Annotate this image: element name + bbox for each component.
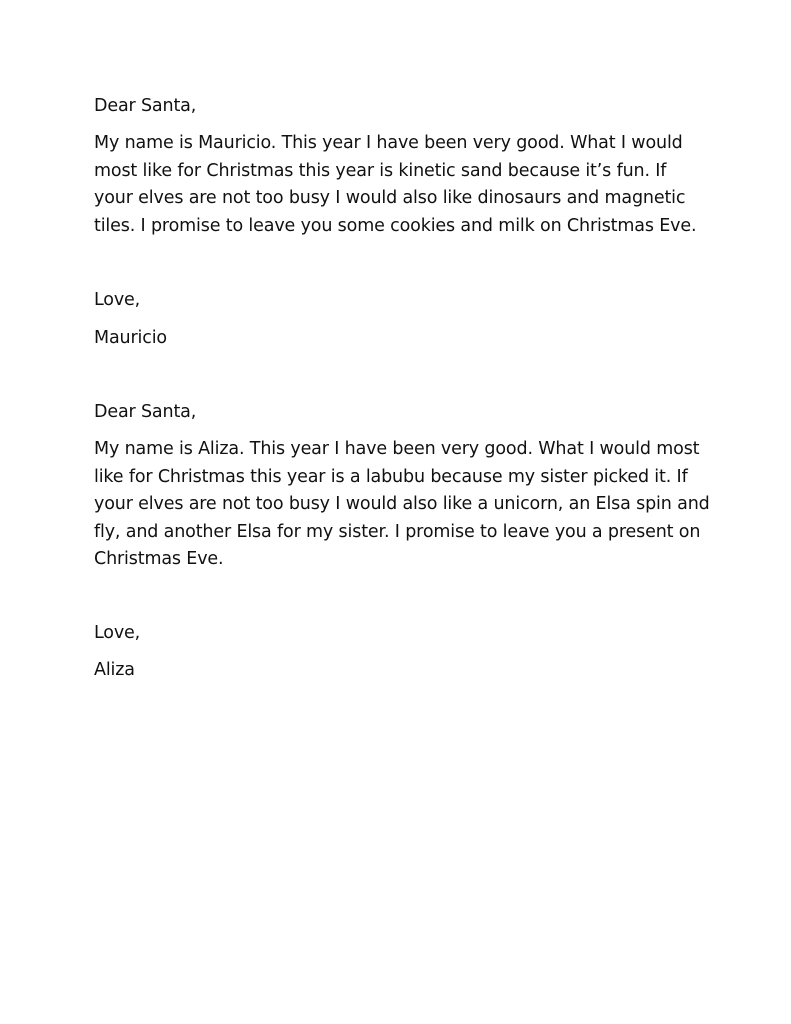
letter-1-body-line: most like for Christmas this year is kinetic sand because it’s fun. If	[94, 160, 667, 181]
letter-1-body-line: tiles. I promise to leave you some cookies and milk on Christmas Eve.	[94, 215, 697, 236]
letter-2-body-line: your elves are not too busy I would also like a unicorn, an Elsa spin and	[94, 494, 710, 514]
letter-2-body	[94, 436, 714, 574]
letter-2-body-line: Christmas Eve.	[94, 549, 224, 569]
letter-2-body-line: My name is Aliza. This year I have been very good. What I would most	[94, 439, 700, 459]
letter-1-closing: Love,	[94, 290, 141, 310]
letter-2-body-line: fly, and another Elsa for my sister. I promise to leave you a present on	[94, 521, 701, 542]
letter-1-body-line: your elves are not too busy I would also like dinosaurs and magnetic	[94, 188, 686, 208]
letter-1-body-line: My name is Mauricio. This year I have been very good. What I would	[94, 133, 683, 153]
letter-1-body	[94, 130, 714, 240]
letter-2-closing: Love,	[94, 623, 141, 643]
letter-1-greeting: Dear Santa,	[94, 96, 197, 116]
letter-2-body-line: like for Christmas this year is a labubu because my sister picked it. If	[94, 466, 688, 487]
letter-2-greeting: Dear Santa,	[94, 402, 197, 422]
letter-2-signature: Aliza	[94, 660, 135, 680]
letter-1-signature: Mauricio	[94, 328, 167, 348]
